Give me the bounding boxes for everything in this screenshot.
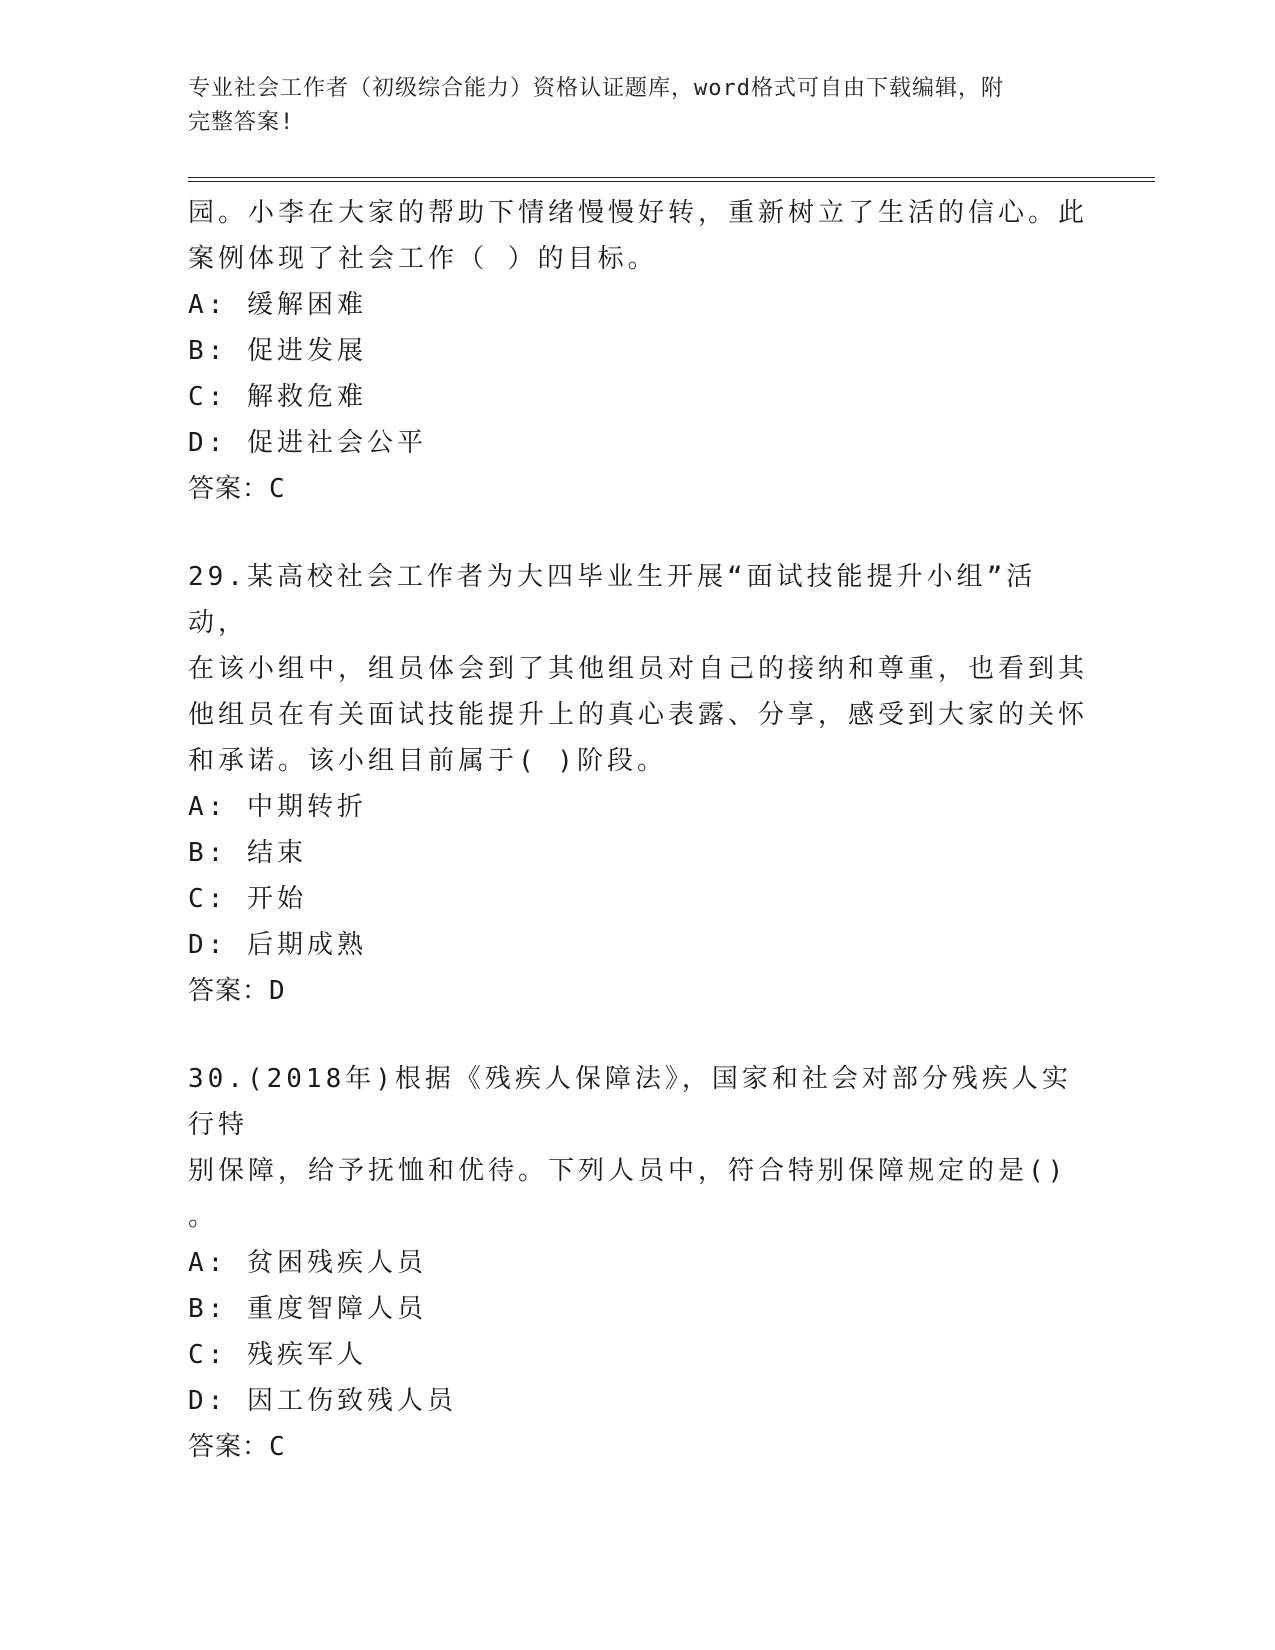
option-c: C: 开始 xyxy=(188,884,307,914)
question-stem-line: 30.(2018年)根据《残疾人保障法》，国家和社会对部分残疾人实行特 xyxy=(188,1064,1072,1140)
answer-line xyxy=(188,968,1088,1014)
answer-line xyxy=(188,466,1088,512)
option-c: C: 解救危难 xyxy=(188,382,367,412)
answer-label: 答案： xyxy=(188,1432,270,1462)
answer-label: 答案： xyxy=(188,474,270,504)
option-a: A: 中期转折 xyxy=(188,792,367,822)
answer-label: 答案： xyxy=(188,976,270,1006)
question-stem-line: 别保障，给予抚恤和优待。下列人员中，符合特别保障规定的是() xyxy=(188,1156,1068,1186)
page-header xyxy=(188,72,1088,140)
answer-value: C xyxy=(269,1432,286,1462)
question-30 xyxy=(188,1056,1088,1470)
question-29 xyxy=(188,554,1088,1014)
answer-line xyxy=(188,1424,1088,1470)
option-a: A: 缓解困难 xyxy=(188,290,367,320)
option-a: A: 贫困残疾人员 xyxy=(188,1248,427,1278)
option-b: B: 重度智障人员 xyxy=(188,1294,427,1324)
question-stem-line: 他组员在有关面试技能提升上的真心表露、分享，感受到大家的关怀 xyxy=(188,700,1089,730)
option-c: C: 残疾军人 xyxy=(188,1340,367,1370)
question-stem-line: 和承诺。该小组目前属于( )阶段。 xyxy=(188,746,667,776)
question-stem-line: 在该小组中，组员体会到了其他组员对自己的接纳和尊重，也看到其 xyxy=(188,654,1089,684)
question-28-continuation xyxy=(188,190,1088,512)
question-stem-line: 29.某高校社会工作者为大四毕业生开展“面试技能提升小组”活动， xyxy=(188,562,1037,638)
header-line-1: 专业社会工作者（初级综合能力）资格认证题库，word格式可自由下载编辑，附 xyxy=(188,76,1004,101)
question-stem-line: 。 xyxy=(188,1202,219,1232)
header-line-2: 完整答案! xyxy=(188,110,295,135)
answer-value: D xyxy=(269,976,286,1006)
option-d: D: 因工伤致残人员 xyxy=(188,1386,457,1416)
option-b: B: 促进发展 xyxy=(188,336,367,366)
option-d: D: 后期成熟 xyxy=(188,930,367,960)
question-stem-line: 案例体现了社会工作（ ）的目标。 xyxy=(188,244,658,274)
header-double-rule xyxy=(188,177,1155,182)
answer-value: C xyxy=(269,474,286,504)
document-body xyxy=(188,190,1088,1470)
option-b: B: 结束 xyxy=(188,838,307,868)
question-stem-line: 园。小李在大家的帮助下情绪慢慢好转，重新树立了生活的信心。此 xyxy=(188,198,1089,228)
option-d: D: 促进社会公平 xyxy=(188,428,427,458)
